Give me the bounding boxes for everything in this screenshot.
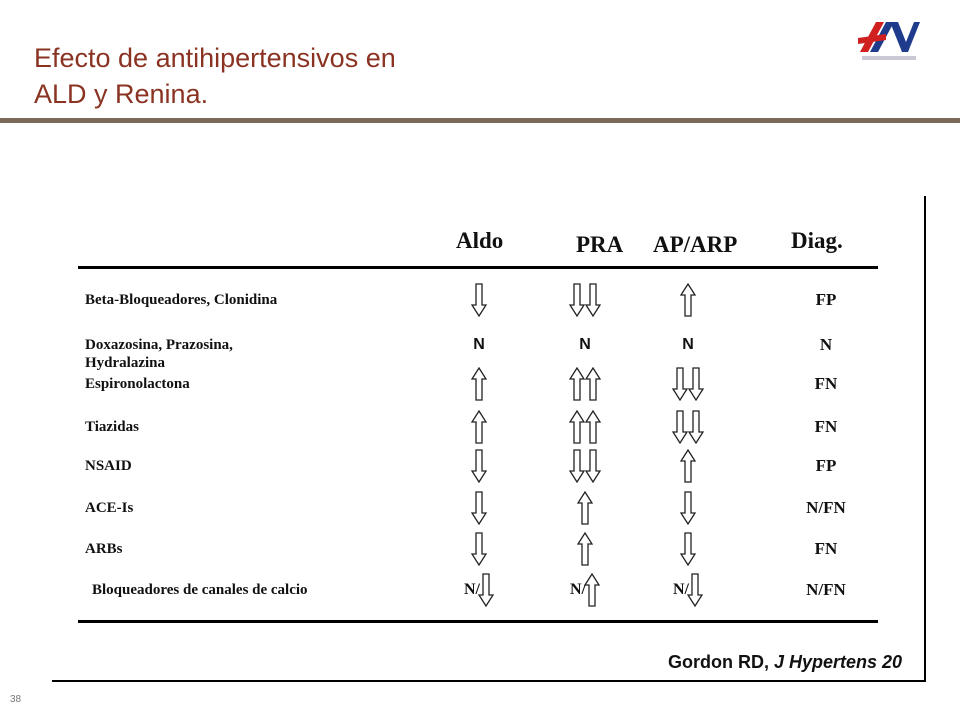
- effect-cell: [555, 446, 615, 486]
- arrow-up-icon: [569, 410, 585, 444]
- effect-cell: [449, 325, 509, 365]
- drug-name: [85, 291, 277, 309]
- drug-name-line: ARBs: [85, 541, 123, 557]
- arrow-down-icon: [471, 283, 487, 317]
- diagnosis-value: FP: [815, 456, 837, 475]
- arrow-up-icon: [585, 410, 601, 444]
- arrow-down-icon: [585, 449, 601, 483]
- effect-text: N: [682, 336, 694, 353]
- effect-cell: [555, 280, 615, 320]
- effect-cell: [658, 570, 718, 610]
- title-line-1: Efecto de antihipertensivos en: [34, 43, 396, 73]
- effect-cell: [449, 570, 509, 610]
- effect-text: N: [473, 336, 485, 353]
- header-ap-arp: AP/ARP: [653, 232, 738, 257]
- drug-name-line: Tiazidas: [85, 419, 139, 435]
- diagnosis-value: FN: [814, 417, 838, 436]
- source-journal: J Hypertens 20: [774, 652, 903, 672]
- slide-title: [34, 40, 396, 112]
- drug-name: [85, 336, 233, 372]
- drug-name-line: NSAID: [85, 458, 132, 474]
- effect-cell: [555, 570, 615, 610]
- arrow-down-icon: [471, 491, 487, 525]
- arrow-up-icon: [577, 532, 593, 566]
- diagnosis-value: N: [819, 335, 833, 354]
- arrow-up-icon: [577, 491, 593, 525]
- diagnosis-value: N/FN: [806, 580, 846, 599]
- effect-cell: [555, 529, 615, 569]
- effect-cell: [449, 364, 509, 404]
- diagnosis-value: FN: [814, 539, 838, 558]
- drug-name: [85, 499, 133, 517]
- effect-cell: [658, 488, 718, 528]
- diagnosis-value: FP: [815, 290, 837, 309]
- arrow-up-icon: [471, 410, 487, 444]
- drug-name-line: Bloqueadores de canales de calcio: [92, 582, 308, 598]
- effect-cell: [658, 364, 718, 404]
- arrow-up-icon: [471, 367, 487, 401]
- arrow-up-icon: [584, 573, 600, 607]
- effect-cell: [555, 325, 615, 365]
- effect-prefix: N/: [673, 581, 689, 598]
- header-pra: PRA: [576, 232, 624, 257]
- arrow-up-icon: [680, 449, 696, 483]
- drug-name: [85, 418, 139, 436]
- drug-name-line: Espironolactona: [85, 376, 190, 392]
- effect-cell: [555, 364, 615, 404]
- diagnosis-value: FN: [814, 374, 838, 393]
- effect-cell: [555, 488, 615, 528]
- title-line-2: ALD y Renina.: [34, 79, 209, 109]
- arrow-up-icon: [680, 283, 696, 317]
- slide-number: 38: [10, 694, 22, 705]
- drug-name-line: Hydralazina: [85, 355, 166, 371]
- effect-text: N: [579, 336, 591, 353]
- drug-name: [85, 375, 190, 393]
- arrow-up-icon: [585, 367, 601, 401]
- arrow-down-icon: [569, 449, 585, 483]
- arrow-down-icon: [688, 367, 704, 401]
- effect-prefix: N/: [570, 581, 586, 598]
- arrow-down-icon: [471, 449, 487, 483]
- drug-name: [85, 457, 132, 475]
- effect-cell: [449, 529, 509, 569]
- logo-icon: [856, 12, 920, 64]
- arrow-up-icon: [569, 367, 585, 401]
- drug-name: [92, 581, 308, 599]
- header-diag: Diag.: [791, 228, 843, 253]
- effect-cell: [658, 529, 718, 569]
- table-bottom-rule: [78, 620, 878, 623]
- diagnosis-value: N/FN: [806, 498, 846, 517]
- arrow-down-icon: [478, 573, 494, 607]
- arrow-down-icon: [688, 410, 704, 444]
- arrow-down-icon: [680, 532, 696, 566]
- effect-cell: [658, 325, 718, 365]
- effect-cell: [658, 280, 718, 320]
- drug-name-line: Beta-Bloqueadores, Clonidina: [85, 292, 278, 308]
- effect-cell: [449, 446, 509, 486]
- title-rule: [0, 118, 960, 123]
- source-author: Gordon RD,: [668, 652, 774, 672]
- arrow-down-icon: [569, 283, 585, 317]
- effect-cell: [658, 407, 718, 447]
- arrow-down-icon: [672, 410, 688, 444]
- effect-cell: [449, 488, 509, 528]
- effect-prefix: N/: [464, 581, 480, 598]
- arrow-down-icon: [672, 367, 688, 401]
- source-citation: [668, 652, 902, 673]
- effect-cell: [658, 446, 718, 486]
- effect-cell: [449, 280, 509, 320]
- header-aldo: Aldo: [456, 228, 504, 253]
- effect-cell: [449, 407, 509, 447]
- table-top-rule: [78, 266, 878, 269]
- effect-cell: [555, 407, 615, 447]
- arrow-down-icon: [585, 283, 601, 317]
- drug-name: [85, 540, 123, 558]
- arrow-down-icon: [680, 491, 696, 525]
- arrow-down-icon: [687, 573, 703, 607]
- drug-name-line: ACE-Is: [85, 500, 134, 516]
- drug-name-line: Doxazosina, Prazosina,: [85, 337, 233, 353]
- arrow-down-icon: [471, 532, 487, 566]
